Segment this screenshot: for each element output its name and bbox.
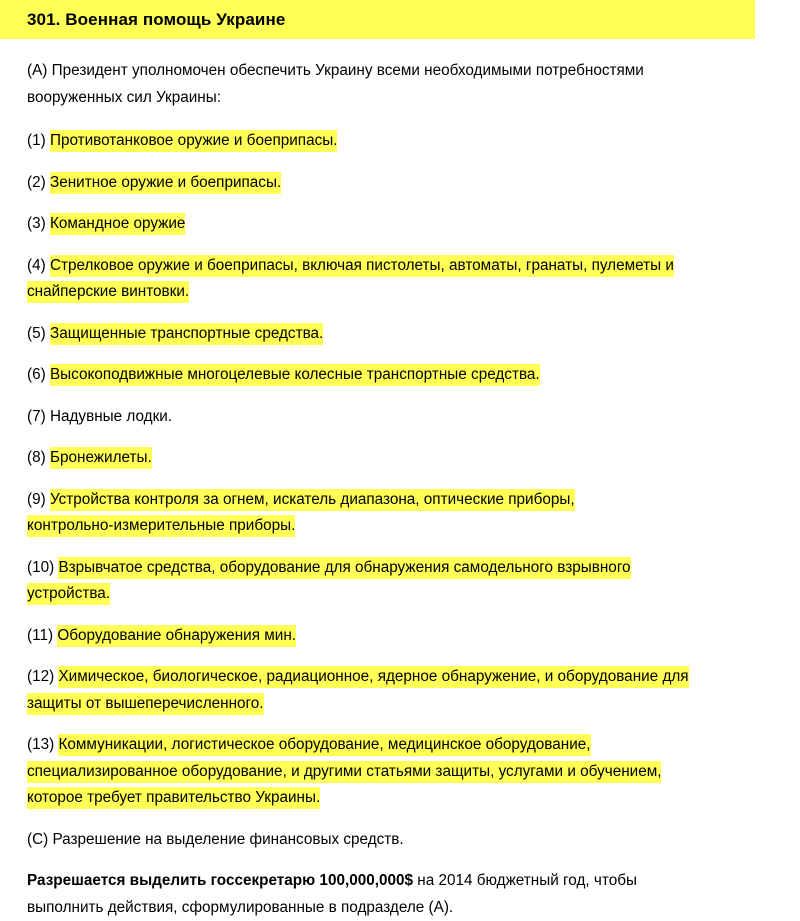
spacer [0,649,800,664]
item-marker: (9) [27,491,50,508]
list-item [0,321,800,348]
list-item [0,253,800,306]
item-text-cont: контрольно-измерительные приборы. [27,515,295,537]
item-text: Химическое, биологическое, радиационное, ядерное обнаружение, и оборудование для [58,666,688,688]
list-item [0,623,800,650]
item-marker: (6) [27,366,50,383]
spacer [0,389,800,404]
spacer [0,306,800,321]
item-marker: (13) [27,736,58,753]
item-text-cont: специализированное оборудование, и другими статьями защиты, услугами и обучением, [27,761,661,783]
list-item [0,732,800,812]
appropriation-line-2: выполнить действия, сформулированные в подразделе (A). [27,895,800,921]
item-marker: (2) [27,174,50,191]
item-text-cont: которое требует правительство Украины. [27,787,320,809]
subsection-a [0,58,800,111]
item-text: Бронежилеты. [50,447,152,469]
spacer [0,540,800,555]
item-text-cont: снайперские винтовки. [27,281,189,303]
item-text: Командное оружие [50,213,185,235]
item-text: Взрывчатое средства, оборудование для обнаружения самодельного взрывного [58,557,630,579]
item-marker: (1) [27,132,50,149]
subsection-a-line-1: (A) Президент уполномочен обеспечить Украину всеми необходимыми потребностями [27,58,800,85]
item-text: Коммуникации, логистическое оборудование, медицинское оборудование, [58,734,590,756]
appropriation-amount-phrase: Разрешается выделить госсекретарю 100,000,000$ [27,872,413,889]
list-item [0,487,800,540]
list-item [0,170,800,197]
list-item [0,555,800,608]
item-marker: (12) [27,668,58,685]
subsection-c-text: (C) Разрешение на выделение финансовых средств. [27,827,800,854]
item-text: Оборудование обнаружения мин. [57,625,296,647]
list-item [0,211,800,238]
item-text: Зенитное оружие и боеприпасы. [50,172,281,194]
spacer [0,39,800,58]
item-text: Надувные лодки. [50,408,172,425]
list-item [0,128,800,155]
item-text: Высокоподвижные многоцелевые колесные транспортные средства. [50,364,540,386]
spacer [0,155,800,170]
appropriation-rest: на 2014 бюджетный год, чтобы [413,872,637,889]
item-marker: (4) [27,257,50,274]
appropriation-paragraph [0,868,800,921]
section-title-highlight [0,0,755,39]
item-text-cont: защиты от вышеперечисленного. [27,693,264,715]
subsection-a-line-2: вооруженных сил Украины: [27,85,800,112]
subsection-c [0,827,800,854]
page-title: 301. Военная помощь Украине [0,10,755,30]
item-text: Стрелковое оружие и боеприпасы, включая пистолеты, автоматы, гранаты, пулеметы и [50,255,674,277]
item-marker: (3) [27,215,50,232]
list-item [0,404,800,431]
spacer [0,111,800,128]
spacer [0,238,800,253]
item-marker: (10) [27,559,58,576]
list-item [0,362,800,389]
item-text: Устройства контроля за огнем, искатель диапазона, оптические приборы, [50,489,575,511]
item-text: Противотанковое оружие и боеприпасы. [50,130,338,152]
spacer [0,717,800,732]
spacer [0,430,800,445]
spacer [0,812,800,827]
item-text-cont: устройства. [27,583,110,605]
spacer [0,608,800,623]
item-marker: (8) [27,449,50,466]
item-marker: (7) [27,408,50,425]
spacer [0,853,800,868]
spacer [0,472,800,487]
item-marker: (5) [27,325,50,342]
list-item [0,664,800,717]
item-text: Защищенные транспортные средства. [50,323,323,345]
item-marker: (11) [27,627,57,644]
list-item [0,445,800,472]
spacer [0,347,800,362]
spacer [0,196,800,211]
